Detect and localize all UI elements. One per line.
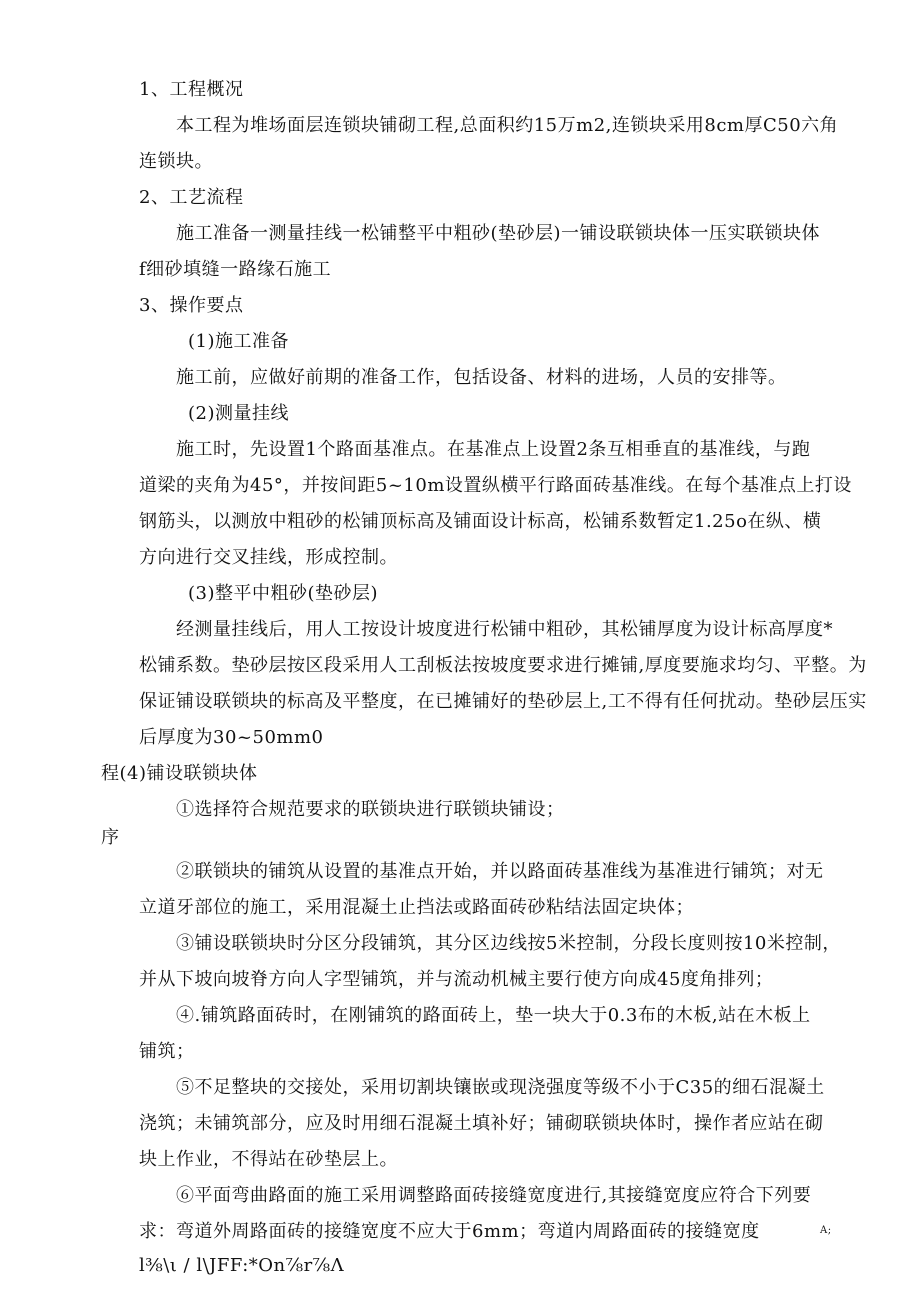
list-item: ⑥平面弯曲路面的施工采用调整路面砖接缝宽度进行,其接缝宽度应符合下列要 <box>176 1185 812 1206</box>
paragraph-line: 经测量挂线后，用人工按设计坡度进行松铺中粗砂，其松铺厚度为设计标高厚度* <box>176 619 833 640</box>
paragraph-line: 并从下坡向坡脊方向人字型铺筑，并与流动机械主要行使方向成45度角排列； <box>139 969 774 990</box>
paragraph-line: 后厚度为30~50mm0 <box>139 727 324 748</box>
subheading-2: (2)测量挂线 <box>188 403 289 424</box>
list-item: ②联锁块的铺筑从设置的基准点开始，并以路面砖基准线为基准进行铺筑；对无 <box>176 861 824 882</box>
paragraph-line: 施工前，应做好前期的准备工作，包括设备、材料的进场，人员的安排等。 <box>176 367 787 388</box>
paragraph-line: 铺筑； <box>139 1041 195 1062</box>
garbled-tail: A; <box>820 1225 832 1236</box>
subheading-1: (1)施工准备 <box>188 331 289 352</box>
paragraph-line: 钢筋头，以测放中粗砂的松铺顶标高及铺面设计标高，松铺系数暂定1.25o在纵、横 <box>139 511 822 532</box>
margin-note: 序 <box>101 827 120 848</box>
paragraph-line: 道梁的夹角为45°，并按间距5~10m设置纵横平行路面砖基准线。在每个基准点上打设 <box>139 475 852 496</box>
list-item: ④.铺筑路面砖时，在刚铺筑的路面砖上，垫一块大于0.3布的木板,站在木板上 <box>176 1005 811 1026</box>
paragraph-line: 施工时，先设置1个路面基准点。在基准点上设置2条互相垂直的基准线，与跑 <box>176 439 811 460</box>
subheading-3: (3)整平中粗砂(垫砂层) <box>188 583 379 604</box>
paragraph-line: 松铺系数。垫砂层按区段采用人工刮板法按坡度要求进行摊铺,厚度要施求均匀、平整。为 <box>139 655 867 676</box>
paragraph-line: 方向进行交叉挂线，形成控制。 <box>139 547 398 568</box>
paragraph-line: f细砂填缝一路缘石施工 <box>139 259 332 280</box>
paragraph-line: 本工程为堆场面层连锁块铺砌工程,总面积约15万m2,连锁块采用8cm厚C50六角 <box>176 115 839 136</box>
heading-3: 3、操作要点 <box>139 295 244 316</box>
paragraph-line: 保证铺设联锁块的标高及平整度，在已摊铺好的垫砂层上,工不得有任何扰动。垫砂层压实 <box>139 691 867 712</box>
paragraph-line: 连锁块。 <box>139 151 213 172</box>
list-item: ⑤不足整块的交接处，采用切割块镶嵌或现浇强度等级不小于C35的细石混凝土 <box>176 1077 825 1098</box>
paragraph-line: 施工准备一测量挂线一松铺整平中粗砂(垫砂层)一铺设联锁块体一压实联锁块体 <box>176 223 821 244</box>
garbled-line: l⅜\ι / l\JFF:*On⅞r⅞Λ <box>139 1255 345 1276</box>
paragraph-line: 立道牙部位的施工，采用混凝土止挡法或路面砖砂粘结法固定块体； <box>139 897 694 918</box>
paragraph-line: 求：弯道外周路面砖的接缝宽度不应大于6mm；弯道内周路面砖的接缝宽度 <box>139 1221 760 1242</box>
subheading-4: 程(4)铺设联锁块体 <box>101 763 258 784</box>
heading-1: 1、工程概况 <box>139 79 244 100</box>
list-item: ①选择符合规范要求的联锁块进行联锁块铺设； <box>176 799 565 820</box>
list-item: ③铺设联锁块时分区分段铺筑，其分区边线按5米控制，分段长度则按10米控制， <box>176 933 841 954</box>
heading-2: 2、工艺流程 <box>139 187 244 208</box>
paragraph-line: 浇筑；未铺筑部分，应及时用细石混凝土填补好；铺砌联锁块体时，操作者应站在砌 <box>139 1113 824 1134</box>
paragraph-line: 块上作业，不得站在砂垫层上。 <box>139 1149 398 1170</box>
